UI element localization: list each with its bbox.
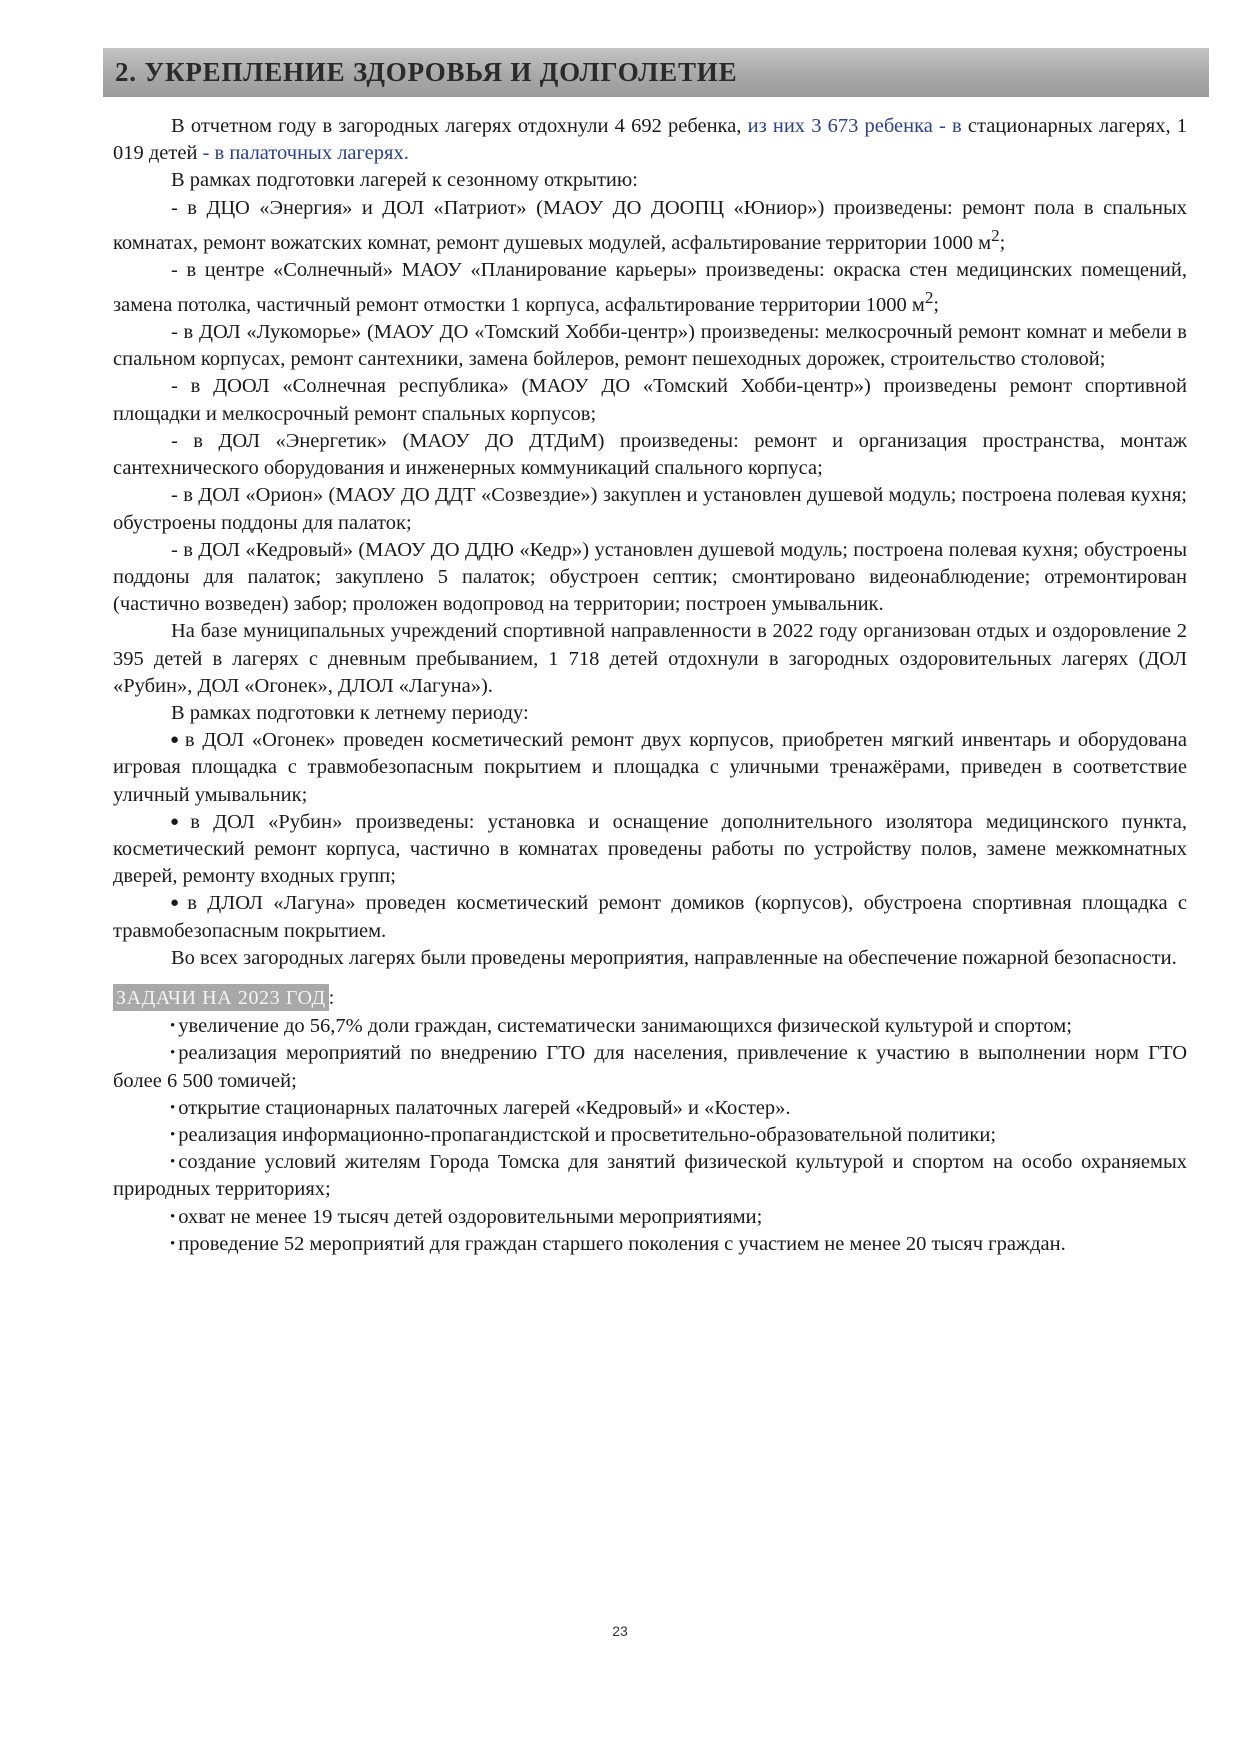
tasks-heading-colon: : xyxy=(328,986,335,1009)
task-item xyxy=(113,1122,1187,1149)
p3-superscript: 2 xyxy=(991,225,1000,245)
section-title: 2. УКРЕПЛЕНИЕ ЗДОРОВЬЯ И ДОЛГОЛЕТИЕ xyxy=(115,57,738,87)
p3-text: - в ДЦО «Энергия» и ДОЛ «Патриот» (МАОУ ДО ДООПЦ «Юниор») произведены: ремонт пола в спальных комнатах, ремонт вожатских комнат, ремонт душевых модулей, асфальтирование территории 1000 м xyxy=(113,196,1187,254)
task-item-text: создание условий жителям Города Томска для занятий физической культурой и спортом на особо охраняемых природных территориях; xyxy=(113,1151,1187,1201)
bullet-icon: • xyxy=(170,1154,176,1171)
bullet-icon: • xyxy=(170,1208,176,1225)
task-item-text: открытие стационарных палаточных лагерей «Кедровый» и «Костер». xyxy=(178,1096,791,1119)
task-item xyxy=(113,1204,1187,1231)
task-item xyxy=(113,1095,1187,1122)
paragraph-summer-prep-intro: В рамках подготовки к летнему периоду: xyxy=(171,701,529,724)
list-item-text: в ДЛОЛ «Лагуна» проведен косметический ремонт домиков (корпусов), обустроена спортивная площадка с травмобезопасным покрытием. xyxy=(113,892,1187,942)
task-item-text: проведение 52 мероприятий для граждан старшего поколения с участием не менее 20 тысяч граждан. xyxy=(178,1232,1066,1255)
list-item xyxy=(113,890,1187,944)
list-item-text: в ДОЛ «Огонек» проведен косметический ремонт двух корпусов, приобретен мягкий инвентарь и оборудована игровая площадка с травмобезопасным покрытием и площадка с уличными тренажёрами, приведен в соответствие уличный умывальник; xyxy=(113,729,1187,806)
task-item-text: охват не менее 19 тысяч детей оздоровительными мероприятиями; xyxy=(178,1205,763,1228)
paragraph-solnechnaya-respublika: - в ДООЛ «Солнечная республика» (МАОУ ДО «Томский Хобби-центр») произведены ремонт спортивной площадки и мелкосрочный ремонт спальных корпусов; xyxy=(113,375,1187,425)
task-item-text: реализация мероприятий по внедрению ГТО для населения, привлечение к участию в выполнении норм ГТО более 6 500 томичей; xyxy=(113,1042,1187,1092)
p4-end: ; xyxy=(933,293,940,316)
bullet-icon: ● xyxy=(170,732,182,749)
list-item xyxy=(113,809,1187,891)
p1-part-d: - в палаточных лагерях. xyxy=(202,142,409,165)
paragraph-orion: - в ДОЛ «Орион» (МАОУ ДО ДДТ «Созвездие») закуплен и установлен душевой модуль; построена полевая кухня; обустроены поддоны для палаток; xyxy=(113,484,1187,534)
list-item xyxy=(113,727,1187,809)
bullet-icon: • xyxy=(170,1126,176,1143)
paragraph-kedrovy: - в ДОЛ «Кедровый» (МАОУ ДО ДДЮ «Кедр») установлен душевой модуль; построена полевая кухня; обустроены поддоны для палаток; закуплено 5 палаток; обустроен септик; смонтировано видеонаблюдение; отремонтирован (частично возведен) забор; проложен водопровод на территории; построен умывальник. xyxy=(113,538,1187,616)
p1-part-b: из них 3 673 ребенка - в xyxy=(747,115,962,137)
p3-end: ; xyxy=(999,231,1006,254)
section-header-bar xyxy=(103,48,1209,97)
task-item xyxy=(113,1231,1187,1258)
paragraph-solnechny xyxy=(113,257,1187,319)
p1-part-c: стационарных лагерях, 1 019 детей xyxy=(113,115,1188,165)
list-item-text: в ДОЛ «Рубин» произведены: установка и оснащение дополнительного изолятора медицинского пункта, косметический ремонт корпуса, частично в комнатах проведены работы по устройству полов, замене межкомнатных дверей, ремонту входных групп; xyxy=(113,810,1187,888)
tasks-heading-row xyxy=(113,984,1187,1012)
bullet-icon: • xyxy=(170,1099,176,1116)
bullet-icon: • xyxy=(170,1235,176,1252)
tasks-heading: ЗАДАЧИ НА 2023 ГОД xyxy=(113,984,329,1011)
task-item xyxy=(113,1040,1187,1094)
bullet-icon: ● xyxy=(170,813,188,830)
bullet-icon: ● xyxy=(170,895,185,912)
task-item xyxy=(113,1013,1187,1040)
p4-text: - в центре «Солнечный» МАОУ «Планирование карьеры» произведены: окраска стен медицинских помещений, замена потолка, частичный ремонт отмостки 1 корпуса, асфальтирование территории 1000 м xyxy=(113,258,1187,316)
paragraph-fire-safety: Во всех загородных лагерях были проведены мероприятия, направленные на обеспечение пожарной безопасности. xyxy=(171,946,1177,969)
paragraph-lukomorye: - в ДОЛ «Лукоморье» (МАОУ ДО «Томский Хобби-центр») произведены: мелкосрочный ремонт комнат и мебели в спальном корпусах, ремонт сантехники, замена бойлеров, ремонт пешеходных дорожек, строительство столовой; xyxy=(113,321,1187,371)
p1-part-a: В отчетном году в загородных лагерях отдохнули 4 692 ребенка, xyxy=(171,115,748,137)
task-item-text: увеличение до 56,7% доли граждан, систематически занимающихся физической культурой и спортом; xyxy=(178,1015,1072,1038)
task-item xyxy=(113,1149,1187,1203)
paragraph-sport-institutions: На базе муниципальных учреждений спортивной направленности в 2022 году организован отдых и оздоровление 2 395 детей в лагерях с дневным пребыванием, 1 718 детей отдохнули в загородных оздоровительных лагерях (ДОЛ «Рубин», ДОЛ «Огонек», ДЛОЛ «Лагуна»). xyxy=(113,620,1187,697)
body-text xyxy=(113,113,1187,1258)
paragraph-children-rested xyxy=(113,113,1187,167)
paragraph-energiya-patriot xyxy=(113,195,1187,257)
paragraph-energetik: - в ДОЛ «Энергетик» (МАОУ ДО ДТДиМ) произведены: ремонт и организация пространства, монтаж сантехнического оборудования и инженерных коммуникаций спального корпуса; xyxy=(113,429,1187,480)
paragraph-preparation-intro: В рамках подготовки лагерей к сезонному открытию: xyxy=(171,169,638,192)
bullet-icon: • xyxy=(170,1045,176,1062)
task-item-text: реализация информационно-пропагандистской и просветительно-образовательной политики; xyxy=(178,1123,997,1146)
bullet-icon: • xyxy=(170,1018,176,1035)
page-number: 23 xyxy=(612,1623,628,1639)
p4-superscript: 2 xyxy=(924,288,934,308)
